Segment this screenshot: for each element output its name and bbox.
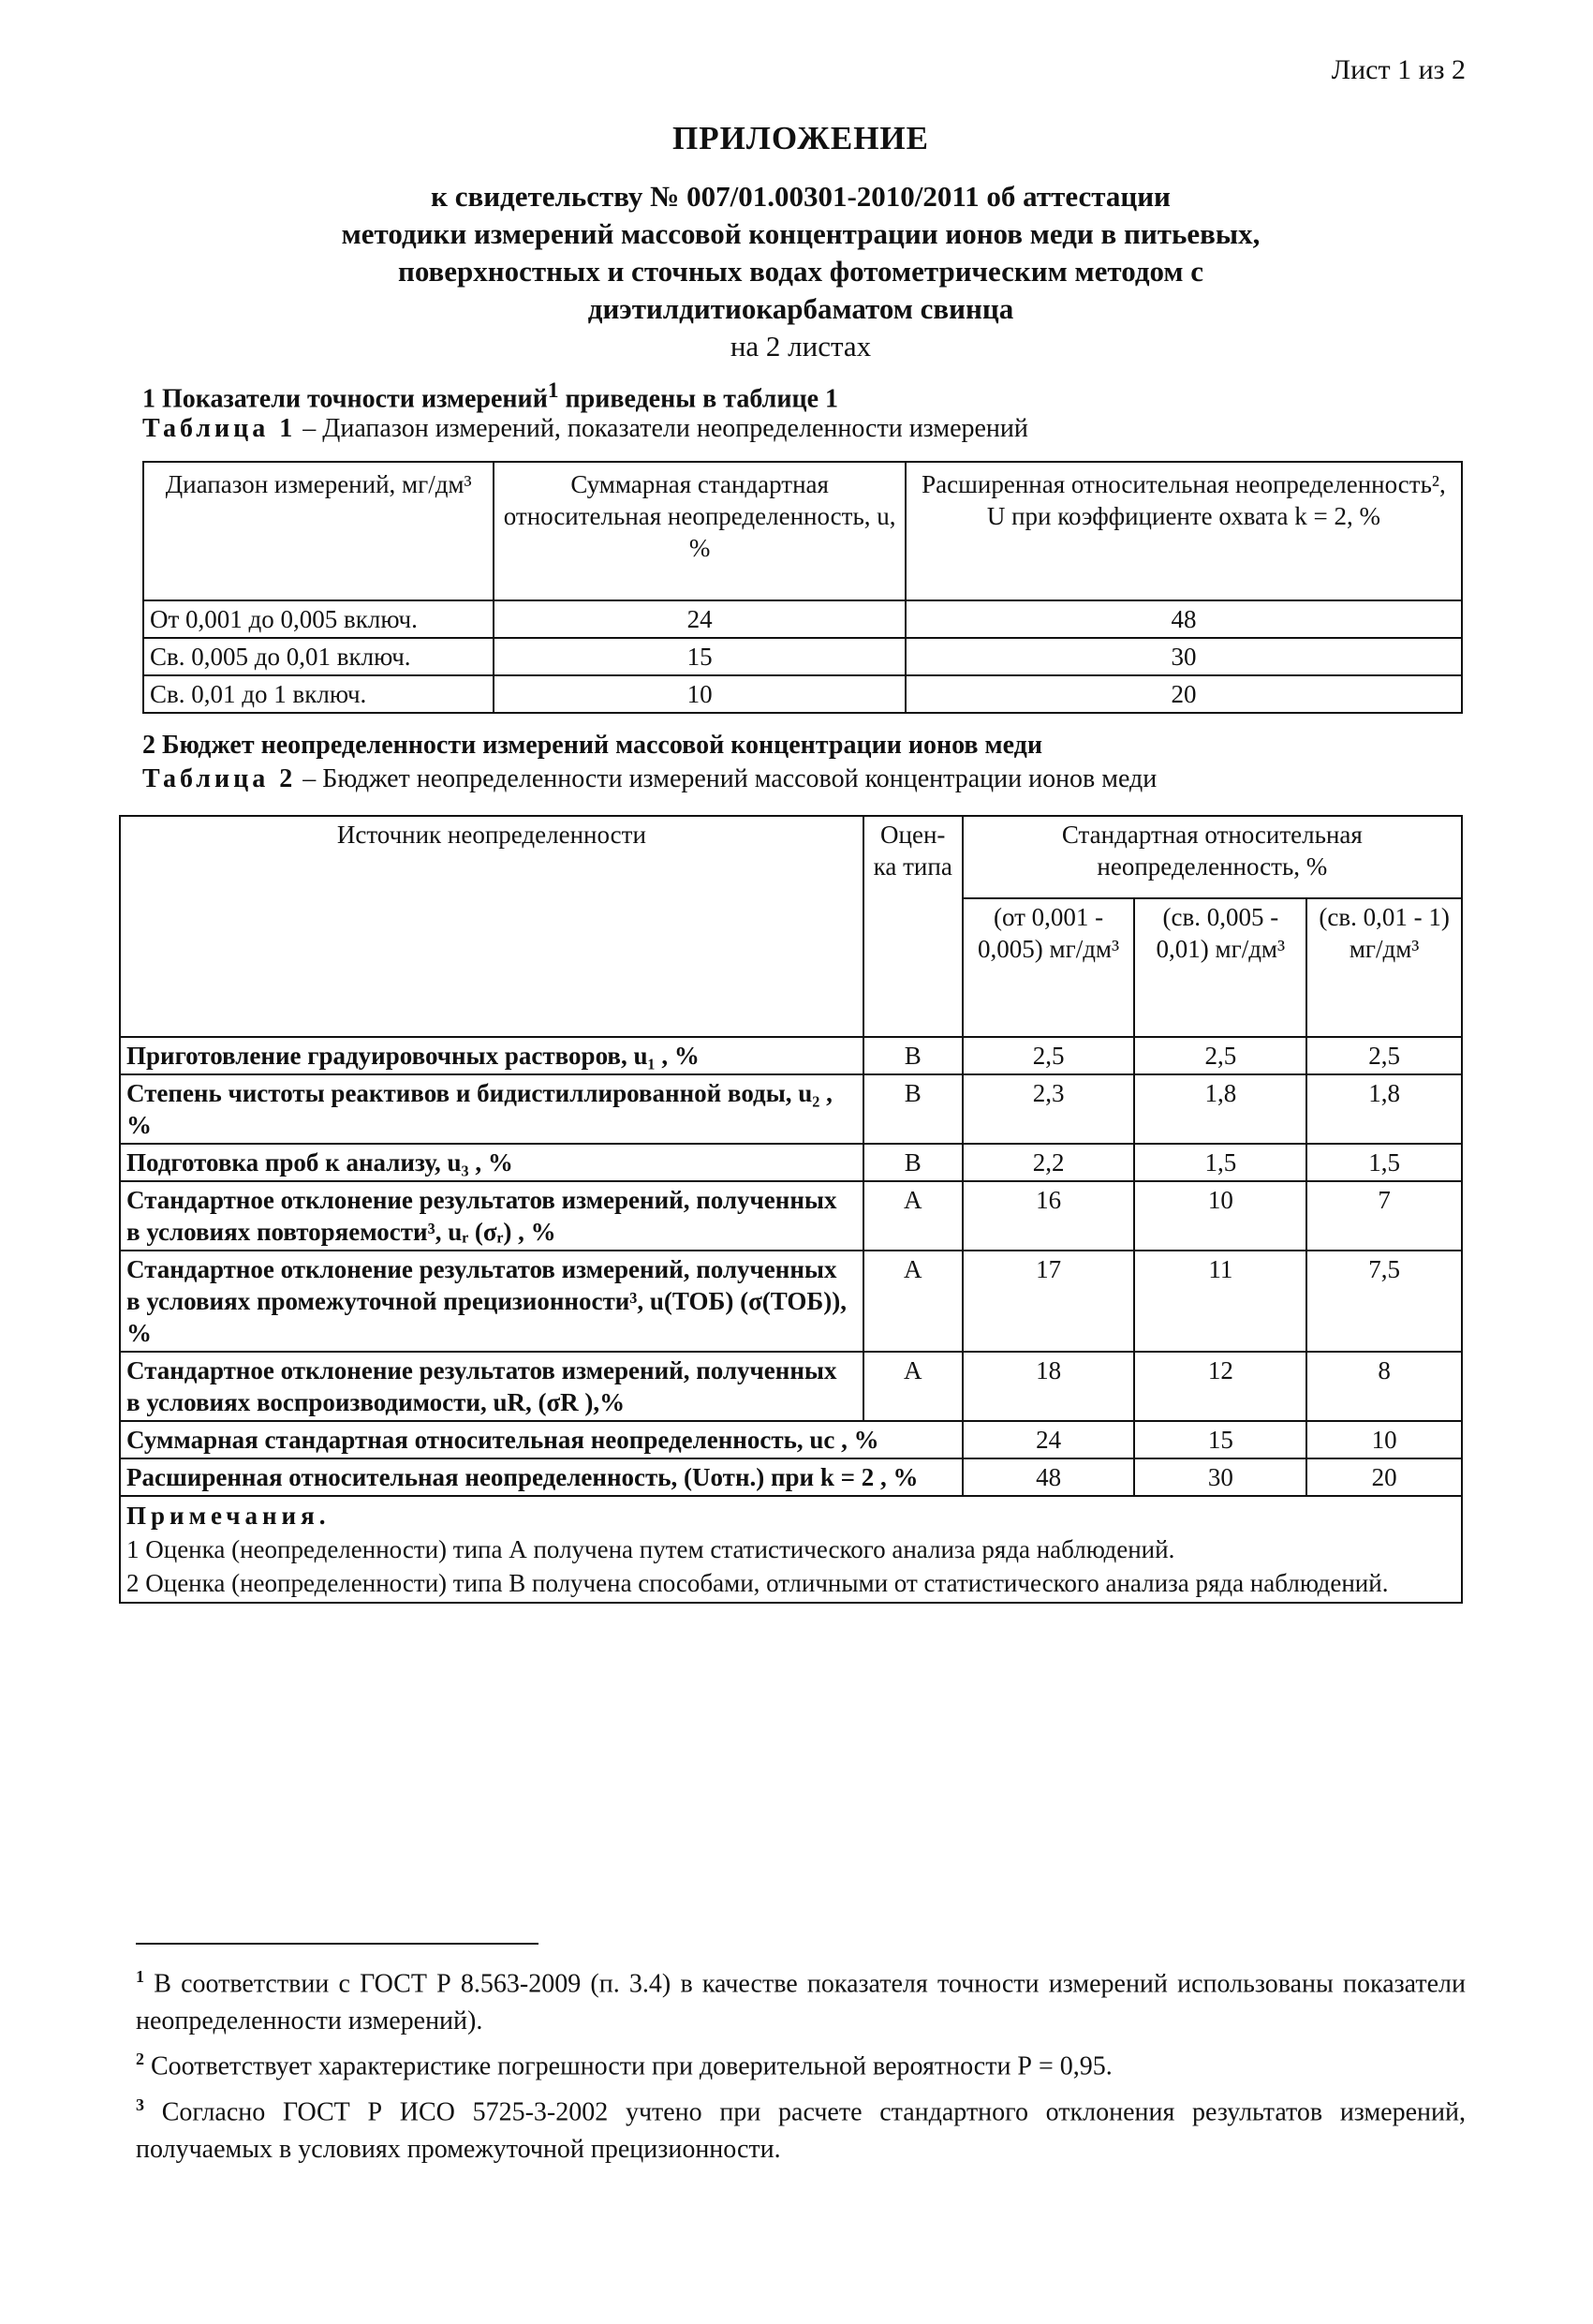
value-cell: 1,5 [1306, 1144, 1462, 1181]
notes-row [120, 1496, 1462, 1603]
footnote-text: В соответствии с ГОСТ Р 8.563-2009 (п. 3.4) в качестве показателя точности измерений использованы показатели неопределенности измерений). [136, 1969, 1467, 2036]
footnote-number: 1 [136, 1967, 144, 1986]
value-cell: 16 [963, 1181, 1135, 1251]
U-cell: 20 [906, 675, 1462, 713]
table-row [120, 1144, 1462, 1181]
value-cell: 1,8 [1306, 1074, 1462, 1144]
table-1-label: Таблица 1 [142, 414, 297, 443]
table-row [120, 1352, 1462, 1421]
value-cell: 2,2 [963, 1144, 1135, 1181]
value-cell: 48 [963, 1458, 1135, 1496]
table-row [120, 1074, 1462, 1144]
value-cell: 2,5 [1134, 1037, 1306, 1074]
notes-cell [120, 1496, 1462, 1603]
subtitle-line: методики измерений массовой концентрации ионов меди в питьевых, [341, 217, 1261, 250]
source-cell: Степень чистоты реактивов и бидистиллированной воды, u₂ , % [120, 1074, 863, 1144]
value-cell: 8 [1306, 1352, 1462, 1421]
type-cell: B [863, 1074, 963, 1144]
subtitle-line: поверхностных и сточных водах фотометрическим методом с [397, 255, 1204, 288]
table-1 [142, 461, 1463, 714]
subtitle-line: диэтилдитиокарбаматом свинца [587, 292, 1014, 325]
table-2-label: Таблица 2 [142, 764, 297, 793]
value-cell: 10 [1306, 1421, 1462, 1458]
section-1-text: 1 Показатели точности измерений [142, 384, 548, 414]
section-2-heading: 2 Бюджет неопределенности измерений массовой концентрации ионов меди [142, 731, 1042, 760]
column-header: Стандартная относительная неопределенность, % [963, 816, 1462, 898]
source-cell: Приготовление градуировочных растворов, u₁ , % [120, 1037, 863, 1074]
table-header-row [120, 816, 1462, 898]
page-title: ПРИЛОЖЕНИЕ [671, 120, 929, 156]
type-cell: A [863, 1251, 963, 1352]
source-cell: Расширенная относительная неопределенность, (Uотн.) при k = 2 , % [120, 1458, 963, 1496]
table-2 [119, 815, 1463, 1604]
type-cell: A [863, 1181, 963, 1251]
type-cell: B [863, 1037, 963, 1074]
source-cell: Подготовка проб к анализу, u₃ , % [120, 1144, 863, 1181]
footnote [136, 2086, 1466, 2169]
value-cell: 1,8 [1134, 1074, 1306, 1144]
footnote-text: Согласно ГОСТ Р ИСО 5725-3-2002 учтено при расчете стандартного отклонения результатов измерений, получаемых в условиях промежуточной прецизионности. [136, 2096, 1466, 2164]
notes-title: Примечания. [126, 1502, 331, 1530]
column-header: Диапазон измерений, мг/дм³ [143, 462, 494, 600]
U-cell: 30 [906, 638, 1462, 675]
column-subheader: (от 0,001 - 0,005) мг/дм³ [963, 898, 1135, 1037]
footnote [136, 1958, 1466, 2040]
value-cell: 11 [1134, 1251, 1306, 1352]
range-cell: Св. 0,01 до 1 включ. [143, 675, 494, 713]
value-cell: 15 [1134, 1421, 1306, 1458]
value-cell: 30 [1134, 1458, 1306, 1496]
U-cell: 48 [906, 600, 1462, 638]
summary-row [120, 1458, 1462, 1496]
table-row [120, 1037, 1462, 1074]
section-1-heading [142, 378, 838, 414]
column-header: Суммарная стандартная относительная неопределенность, u, % [494, 462, 905, 600]
footnotes [136, 1958, 1466, 2169]
footnote-number: 2 [136, 2050, 144, 2069]
sheet-number: Лист 1 из 2 [1331, 54, 1466, 85]
table-1-caption-text: – Диапазон измерений, показатели неопределенности измерений [296, 414, 1028, 443]
column-header: Источник неопределенности [120, 816, 863, 1037]
table-row [120, 1251, 1462, 1352]
u-cell: 10 [494, 675, 905, 713]
value-cell: 20 [1306, 1458, 1462, 1496]
source-cell: Стандартное отклонение результатов измерений, полученных в условиях воспроизводимости, uR, (σR ),% [120, 1352, 863, 1421]
source-cell: Стандартное отклонение результатов измерений, полученных в условиях повторяемости³, uᵣ (σᵣ) , % [120, 1181, 863, 1251]
title-block [140, 120, 1461, 365]
summary-row [120, 1421, 1462, 1458]
source-cell: Суммарная стандартная относительная неопределенность, uc , % [120, 1421, 963, 1458]
value-cell: 18 [963, 1352, 1135, 1421]
table-header-row [143, 462, 1462, 600]
note-item: 2 Оценка (неопределенности) типа В получена способами, отличными от статистического анализа ряда наблюдений. [126, 1569, 1389, 1597]
value-cell: 17 [963, 1251, 1135, 1352]
type-cell: B [863, 1144, 963, 1181]
column-header: Расширенная относительная неопределенность², U при коэффициенте охвата k = 2, % [906, 462, 1462, 600]
value-cell: 10 [1134, 1181, 1306, 1251]
table-2-caption-text: – Бюджет неопределенности измерений массовой концентрации ионов меди [296, 764, 1158, 793]
section-1-tail: приведены в таблице 1 [558, 384, 839, 414]
table-1-caption [142, 414, 1028, 444]
table-row [143, 675, 1462, 713]
value-cell: 2,5 [1306, 1037, 1462, 1074]
value-cell: 2,3 [963, 1074, 1135, 1144]
column-subheader: (св. 0,005 - 0,01) мг/дм³ [1134, 898, 1306, 1037]
table-row [120, 1181, 1462, 1251]
value-cell: 24 [963, 1421, 1135, 1458]
table-2-caption [142, 764, 1157, 794]
value-cell: 7 [1306, 1181, 1462, 1251]
u-cell: 24 [494, 600, 905, 638]
subtitle-sheets: на 2 листах [730, 330, 872, 363]
table-row [143, 638, 1462, 675]
u-cell: 15 [494, 638, 905, 675]
footnote-number: 3 [136, 2095, 144, 2114]
value-cell: 2,5 [963, 1037, 1135, 1074]
table-row [143, 600, 1462, 638]
source-cell: Стандартное отклонение результатов измерений, полученных в условиях промежуточной прецизионности³, u(ТОБ) (σ(ТОБ)), % [120, 1251, 863, 1352]
value-cell: 1,5 [1134, 1144, 1306, 1181]
type-cell: A [863, 1352, 963, 1421]
value-cell: 7,5 [1306, 1251, 1462, 1352]
footnote-text: Соответствует характеристике погрешности при доверительной вероятности Р = 0,95. [151, 2051, 1113, 2081]
footnote-ref: 1 [547, 378, 559, 403]
range-cell: От 0,001 до 0,005 включ. [143, 600, 494, 638]
column-subheader: (св. 0,01 - 1) мг/дм³ [1306, 898, 1462, 1037]
footnote-divider [136, 1943, 538, 1945]
column-header: Оцен-ка типа [863, 816, 963, 1037]
subtitle-line: к свидетельству № 007/01.00301-2010/2011 об аттестации [431, 180, 1171, 213]
note-item: 1 Оценка (неопределенности) типа А получена путем статистического анализа ряда наблюдений. [126, 1535, 1175, 1563]
range-cell: Св. 0,005 до 0,01 включ. [143, 638, 494, 675]
footnote [136, 2040, 1466, 2085]
value-cell: 12 [1134, 1352, 1306, 1421]
